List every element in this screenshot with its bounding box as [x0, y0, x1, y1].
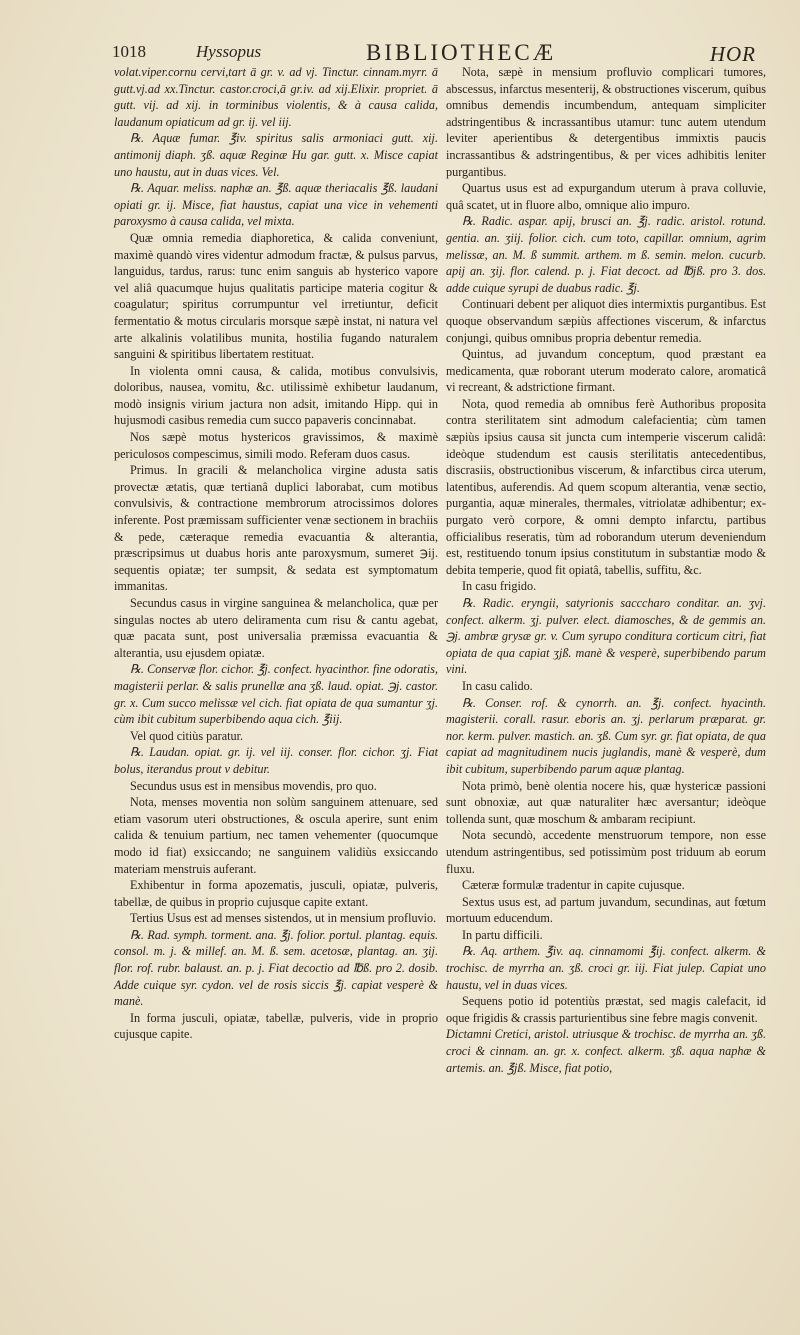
text-paragraph: In forma jusculi, opiatæ, tabellæ, pulveris, vide in proprio cujusque capite.: [114, 1010, 438, 1042]
page-header: [112, 40, 762, 66]
text-paragraph: Nota, menses moventia non solùm sanguinem attenuare, sed etiam vasorum uteri obstructiones, & oscula aperire, sunt enim calida & tenuium partium, nec tamen vehementer (quocumque modo id fiat) exsiccando; ne sanguinem validiùs exsiccando materiam menstruis auferant.: [114, 795, 438, 876]
text-paragraph: In partu difficili.: [462, 927, 543, 942]
text-paragraph: Continuari debent per aliquot dies intermixtis purgantibus. Est quoque observandum sæpiùs affectiones viscerum, & infarctus conjungi, quibus omnibus propria debentur remedia.: [446, 297, 766, 345]
text-paragraph: Nota primò, benè olentia nocere his, quæ hystericæ passioni sunt obnoxiæ, aut quæ naturaliter hæc aversantur; ideòque tollenda sunt, quæ moschum & ambaram recipiunt.: [446, 778, 766, 826]
recipe-paragraph: ℞. Aq. arthem. ℥iv. aq. cinnamomi ℥ij. confect. alkerm. & trochisc. de myrrha an. ʒß. croci gr. iij. Fiat julep. Capiat uno haustu, vel in duas vices.: [446, 944, 766, 992]
text-paragraph: Tertius Usus est ad menses sistendos, ut in mensium profluvio.: [130, 911, 437, 926]
text-paragraph: Primus. In gracili & melancholica virgine adusta satis provectæ ætatis, quæ tertianâ duplici laborabat, cum motibus convulsivis, & contractione membrorum atrocissimos dolores inferente. Post præmissam sufficienter venæ sectionem in brachiis & pede, cæteraque remedia evacuantia & alterantia, præscripsimus ut duabus horis ante paroxysmum, sumeret ℈ij. sequentis opiatæ; ter sumpsit, & sedata est symptomatum immanitas.: [114, 463, 438, 594]
left-text-column: [114, 64, 438, 1043]
text-paragraph: In casu frigido.: [462, 579, 537, 594]
text-paragraph: Secundus casus in virgine sanguinea & melancholica, quæ per singulas noctes ab utero deliramenta cum risu & cantu agebat, quæ pacata sunt, post universalia præmissa evacuantia & alterantia, usu ejusdem opiatæ.: [114, 596, 438, 660]
recipe-paragraph: ℞. Laudan. opiat. gr. ij. vel iij. conser. flor. cichor. ʒj. Fiat bolus, iterandus prout v debitur.: [114, 745, 438, 776]
text-paragraph: Quartus usus est ad expurgandum uterum à prava colluvie, quâ scatet, ut in fluore albo, omnique alio impuro.: [446, 181, 766, 212]
text-paragraph: In violenta omni causa, & calida, motibus convulsivis, doloribus, nausea, vomitu, &c. utilissimè exhibetur laudanum, modò insignis virium jactura non adsit, imitando Hipp. qui in hujusmodi casibus remedia cum succo papaveris concinnabat.: [114, 363, 438, 428]
running-title-left: Hyssopus: [196, 42, 262, 61]
text-paragraph: Sequens potio id potentiùs præstat, sed magis calefacit, id oque frigidis & crassis parturientibus sine febre magis convenit.: [446, 994, 766, 1025]
recipe-paragraph: ℞. Rad. symph. torment. ana. ℥j. folior. portul. plantag. equis. consol. m. j. & millef. an. M. ß. sem. acetosæ, plantag. an. ʒij. flor. rof. rubr. balaust. an. p. j. Fiat decoctio ad ℔ß. pro 2. dosib. Adde cuique syr. cydon. vel de rosis siccis ℥j. capiat vesperè & manè.: [114, 927, 438, 1009]
text-paragraph: Cæteræ formulæ tradentur in capite cujusque.: [462, 878, 685, 893]
recipe-paragraph: ℞. Aquæ fumar. ℥iv. spiritus salis armoniaci gutt. xij. antimonij diaph. ʒß. aquæ Reginæ Hu gar. gutt. x. Misce capiat uno haustu, aut in duas vices. Vel.: [114, 131, 438, 179]
recipe-paragraph: ℞. Radic. aspar. apij, brusci an. ℥j. radic. aristol. rotund. gentia. an. ʒiij. folior. cich. cum toto, capillar. omnium, agrim melissæ, an. M. ß summit. arthem. m ß. semin. melon. cucurb. apij an. ʒij. flor. calend. p. j. Fiat decoct. ad ℔jß. pro 3. dos. adde cuique syrupi de duabus radic. ℥j.: [446, 214, 766, 295]
page-number: 1018: [112, 42, 146, 61]
running-title-right: HOR: [709, 42, 756, 66]
text-paragraph: Secundus usus est in mensibus movendis, pro quo.: [130, 778, 377, 793]
text-paragraph: Nota, quod remedia ab omnibus ferè Authoribus proposita contra sterilitatem sint admodum calefacientia; cùm tamen sæpiùs ipsius causa sit juncta cum intemperie viscerum calidâ: ideòque studendum est causis sterilitatis antecedentibus, discrasiis, obstructionibus viscerum, & infarctibus circa uterum, latentibus, auferendis. Ad quem scopum alterantia, venæ sectio, purgantia, aquæ minerales, thermales, vitriolatæ adhibentur; ex-purgato verò corpore, & omni dempto infarctu, partibus officialibus reseratis, tùm ad roborandum uterum deveniendum est, restituendo tonum ipsius constitutum in substantiæ modo & debita temperie, quod fit opiatâ, tabellis, suffitu, &c.: [446, 396, 766, 577]
text-paragraph: In casu calido.: [462, 678, 533, 693]
recipe-paragraph: ℞. Conservæ flor. cichor. ℥j. confect. hyacinthor. fine odoratis, magisterii perlar. & salis prunellæ ana ʒß. laud. opiat. ℈j. castor. gr. x. Cum succo melissæ vel cich. fiat opiata de qua sumantur ʒj. cùm ibit cubitum superbibendo aqua cich. ℥iij.: [114, 662, 438, 727]
recipe-paragraph: ℞. Aquar. meliss. naphæ an. ℥ß. aquæ theriacalis ℥ß. laudani opiati gr. ij. Misce, fiat haustus, capiat una vice in vehementi paroxysmo à causa calida, vel mixta.: [114, 181, 438, 229]
right-text-column: [446, 64, 766, 1076]
recipe-paragraph: volat.viper.cornu cervi,tart ā gr. v. ad vj. Tinctur. cinnam.myrr. ā gutt.vj.ad xx.Tinctur. castor.croci,ā gr.iv. ad xij.Elixir. propriet. ā gutt. vij. ad xij. in torminibus violentis, & à causa calida, laudanum opiaticum ad gr. ij. vel iij.: [114, 65, 438, 129]
text-paragraph: Nota, sæpè in mensium profluvio complicari tumores, abscessus, infarctus mesenterij, & obstructiones viscerum, quibus omnibus demendis incumbendum, antequam simpliciter adstringentibus & incrassantibus utamur: tunc autem utendum leviter aperientibus & detergentibus immixtis paucis incrassantibus & adstringentibus, & per vices adhibitis leniter purgantibus.: [446, 65, 766, 179]
recipe-paragraph: Dictamni Cretici, aristol. utriusque & trochisc. de myrrha an. ʒß. croci & cinnam. an. gr. x. confect. alkerm. ʒß. aqua naphæ & artemis. an. ℥jß. Misce, fiat potio,: [446, 1027, 766, 1075]
text-paragraph: Sextus usus est, ad partum juvandum, secundinas, aut fœtum mortuum educendum.: [446, 894, 766, 926]
text-paragraph: Quintus, ad juvandum conceptum, quod præstant ea medicamenta, quæ roborant uterum moderato calore, aromaticâ vi recreant, & adstrictione firmant.: [446, 347, 766, 395]
text-paragraph: Quæ omnia remedia diaphoretica, & calida conveniunt, maximè quandò vires videntur admodum fractæ, & pulsus parvus, languidus, tardus, rarus: tunc enim sanguis ab hysterico vapore vel aliâ quacumque hujus qualitatis participe materia cogitur & coagulatur; spiritus corrumpuntur vel irretiuntur, deficit fermentatio & motus circularis morsque sæpè instat, ni natura vel arte alkalinis volatilibus munita, hostilia fugando naturalem sanguini & spiritibus libertatem restituat.: [114, 230, 438, 362]
recipe-paragraph: ℞. Radic. eryngii, satyrionis sacccharo conditar. an. ʒvj. confect. alkerm. ʒj. pulver. elect. diamosches, & de gemmis an. ℈j. ambræ grysæ gr. v. Cum syrupo conditura corticum citri, fiat opiata de qua capiat ʒjß. manè & vesperè, superbibendo parum vini.: [446, 596, 766, 677]
text-paragraph: Exhibentur in forma apozematis, jusculi, opiatæ, pulveris, tabellæ, de quibus in proprio cujusque capite extant.: [114, 878, 438, 909]
running-title-center: BIBLIOTHECÆ: [366, 40, 557, 65]
text-paragraph: Vel quod citiùs paratur.: [130, 728, 244, 743]
text-paragraph: Nos sæpè motus hystericos gravissimos, & maximè periculosos compescimus, simili modo. Referam duos casus.: [114, 430, 438, 461]
text-paragraph: Nota secundò, accedente menstruorum tempore, non esse utendum astringentibus, sed potissimùm post triduum ab eorum fluxu.: [446, 828, 766, 876]
recipe-paragraph: ℞. Conser. rof. & cynorrh. an. ℥j. confect. hyacinth. magisterii. corall. rasur. eboris an. ʒj. perlarum præparat. gr. nor. kerm. pulver. mastich. an. ʒß. Cum syr. gr. fiat opiata, de qua capiat ad magnitudinem nucis juglandis, manè & vesperè, dum ibit cubitum, superbibendo parum aquæ plantag.: [446, 695, 766, 776]
